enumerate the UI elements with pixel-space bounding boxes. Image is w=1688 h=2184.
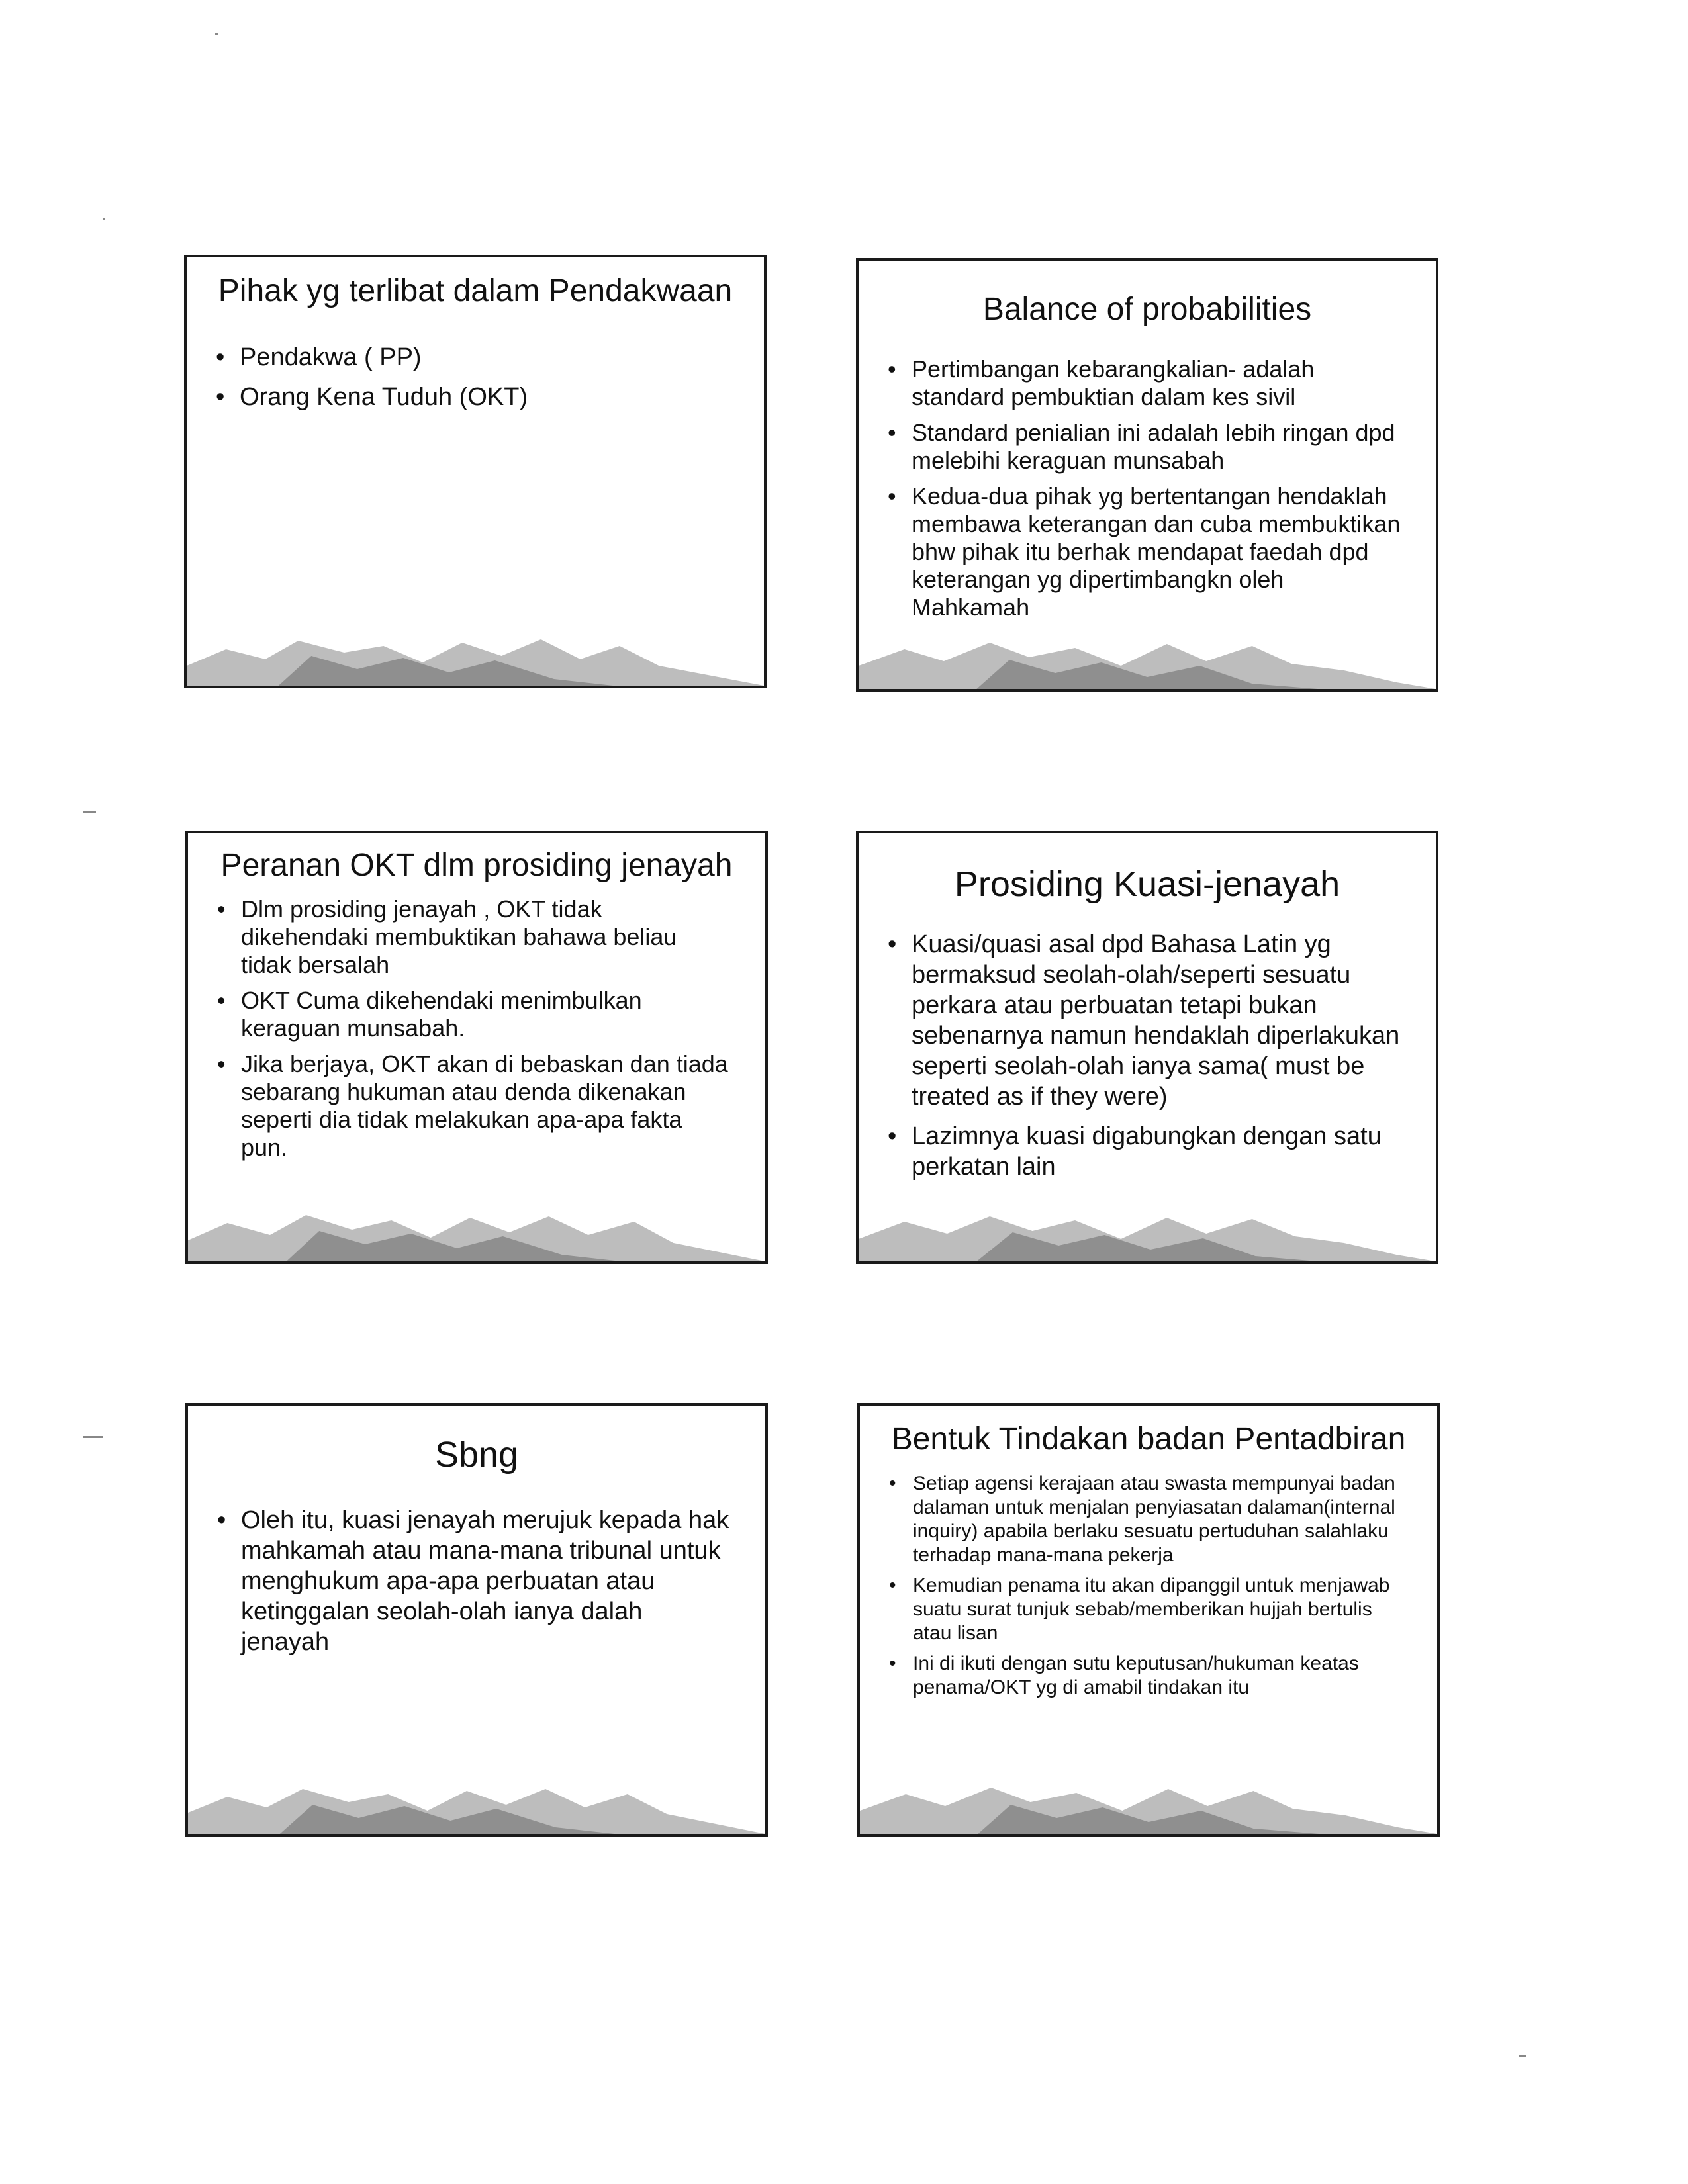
slide-balance-probabilities bbox=[856, 258, 1438, 692]
slide-title: Bentuk Tindakan badan Pentadbiran bbox=[891, 1422, 1406, 1457]
mountain-decoration bbox=[188, 1774, 765, 1834]
bullet-item: • Lazimnya kuasi digabungkan dengan satu perkatan lain bbox=[912, 1121, 1403, 1182]
bullet-item: • Kemudian penama itu akan dipanggil untuk menjawab suatu surat tunjuk sebab/memberikan hujjah bertulis atau lisan bbox=[913, 1574, 1404, 1645]
scan-mark bbox=[83, 811, 96, 813]
mountain-decoration bbox=[860, 1774, 1437, 1834]
slide-title: Balance of probabilities bbox=[982, 292, 1312, 327]
mountain-decoration bbox=[859, 629, 1436, 689]
mountain-decoration bbox=[859, 1202, 1436, 1261]
slide-prosiding-kuasi-jenayah bbox=[856, 831, 1438, 1264]
slide-title: Prosiding Kuasi-jenayah bbox=[954, 864, 1340, 904]
scan-mark bbox=[1519, 2055, 1526, 2057]
slide-pihak-terlibat bbox=[184, 255, 767, 688]
slide-title: Pihak yg terlibat dalam Pendakwaan bbox=[218, 273, 733, 308]
bullet-item: • Kedua-dua pihak yg bertentangan hendaklah membawa keterangan dan cuba membuktikan bhw pihak itu berhak mendapat faedah dpd keterangan yg dipertimbangkn oleh Mahkamah bbox=[912, 482, 1403, 621]
slide-title: Sbng bbox=[434, 1435, 519, 1475]
bullet-item: • Standard penialian ini adalah lebih ringan dpd melebihi keraguan munsabah bbox=[912, 419, 1403, 475]
bullet-item: • Pertimbangan kebarangkalian- adalah standard pembuktian dalam kes sivil bbox=[912, 355, 1403, 411]
scan-mark bbox=[215, 33, 218, 35]
bullet-item: • Oleh itu, kuasi jenayah merujuk kepada hak mahkamah atau mana-mana tribunal untuk menghukum apa-apa perbuatan atau ketinggalan seolah-olah ianya dalah jenayah bbox=[241, 1505, 732, 1657]
bullet-item: • Kuasi/quasi asal dpd Bahasa Latin yg bermaksud seolah-olah/seperti sesuatu perkara atau perbuatan tetapi bukan sebenarnya namun hendaklah diperlakukan seperti seolah-olah ianya sama( must be treated as if they were) bbox=[912, 929, 1403, 1112]
scan-mark bbox=[103, 218, 105, 220]
scan-mark bbox=[83, 1436, 103, 1438]
bullet-list bbox=[860, 1472, 1437, 1700]
bullet-item: • Orang Kena Tuduh (OKT) bbox=[240, 382, 731, 412]
mountain-decoration bbox=[187, 626, 764, 686]
slide-sbng bbox=[185, 1403, 768, 1837]
bullet-list bbox=[188, 895, 765, 1161]
bullet-list bbox=[859, 929, 1436, 1182]
bullet-item: • Dlm prosiding jenayah , OKT tidak dikehendaki membuktikan bahawa beliau tidak bersalah bbox=[241, 895, 732, 979]
mountain-decoration bbox=[188, 1202, 765, 1261]
bullet-item: • OKT Cuma dikehendaki menimbulkan keraguan munsabah. bbox=[241, 987, 732, 1042]
bullet-item: • Pendakwa ( PP) bbox=[240, 342, 731, 373]
bullet-item: • Setiap agensi kerajaan atau swasta mempunyai badan dalaman untuk menjalan penyiasatan dalaman(internal inquiry) apabila berlaku sesuatu pertuduhan salahlaku terhadap mana-mana pekerja bbox=[913, 1472, 1404, 1567]
bullet-list bbox=[187, 342, 764, 412]
bullet-list bbox=[188, 1505, 765, 1657]
slide-title: Peranan OKT dlm prosiding jenayah bbox=[220, 848, 733, 883]
bullet-item: • Jika berjaya, OKT akan di bebaskan dan tiada sebarang hukuman atau denda dikenakan seperti dia tidak melakukan apa-apa fakta pun. bbox=[241, 1050, 732, 1161]
bullet-item: • Ini di ikuti dengan sutu keputusan/hukuman keatas penama/OKT yg di amabil tindakan itu bbox=[913, 1652, 1404, 1700]
bullet-list bbox=[859, 355, 1436, 621]
slide-peranan-okt bbox=[185, 831, 768, 1264]
slide-bentuk-tindakan bbox=[857, 1403, 1440, 1837]
